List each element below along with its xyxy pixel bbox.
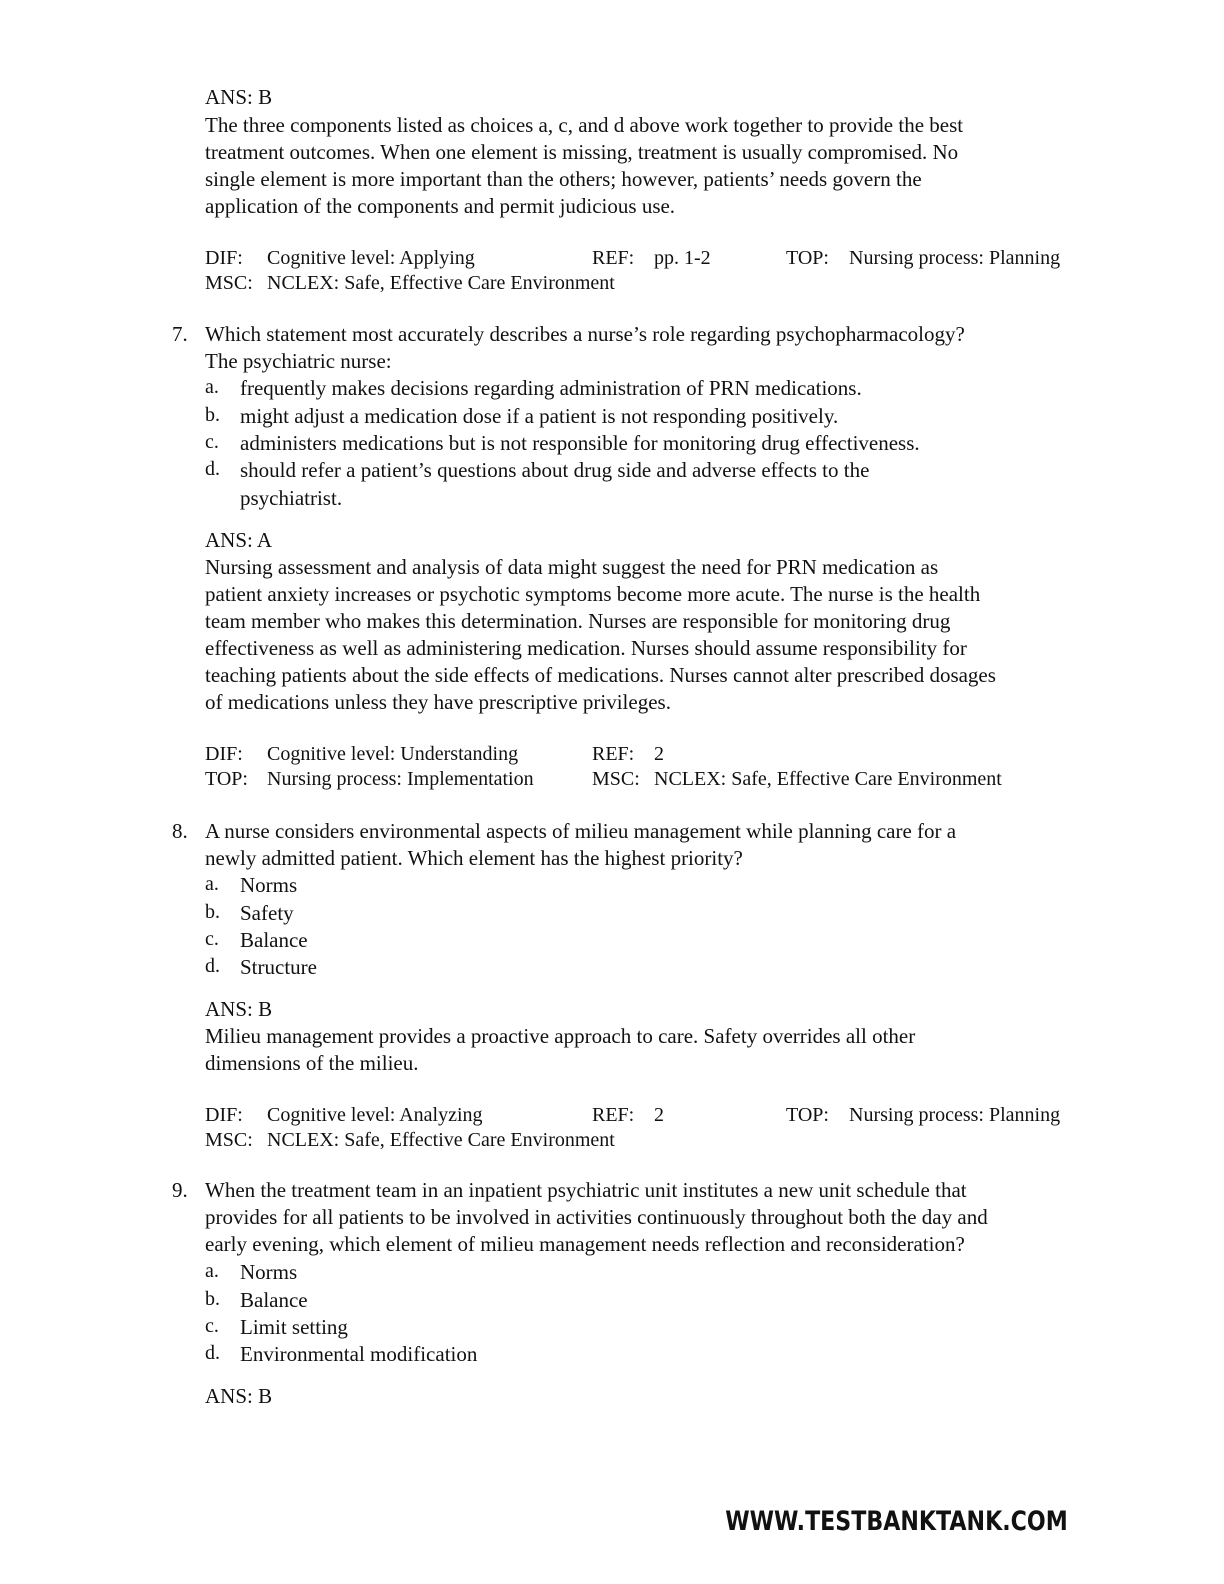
q6-rationale-line: treatment outcomes. When one element is missing, treatment is usually compromised. No xyxy=(205,140,959,164)
q8-number: 8. xyxy=(172,819,188,843)
q8-option-letter: b. xyxy=(205,901,220,923)
q9-stem-line: early evening, which element of milieu management needs reflection and reconsideration? xyxy=(205,1232,965,1256)
q6-answer: ANS: B xyxy=(205,85,273,109)
q7-rationale-line: of medications unless they have prescriptive privileges. xyxy=(205,690,671,714)
q8-option-letter: d. xyxy=(205,955,220,977)
q6-rationale-line: application of the components and permit judicious use. xyxy=(205,194,676,218)
q7-option-letter: c. xyxy=(205,431,219,453)
q8-option-letter: c. xyxy=(205,928,219,950)
q7-option-text: might adjust a medication dose if a patient is not responding positively. xyxy=(240,404,839,428)
q7-option-letter: d. xyxy=(205,458,220,480)
q6-ref-value: pp. 1-2 xyxy=(654,247,711,269)
q6-top-value: Nursing process: Planning xyxy=(849,247,1061,269)
q8-stem-line: A nurse considers environmental aspects of milieu management while planning care for a xyxy=(205,819,957,843)
q8-top-value: Nursing process: Planning xyxy=(849,1104,1061,1126)
q9-option-text: Environmental modification xyxy=(240,1342,478,1366)
q8-top-label: TOP: xyxy=(786,1104,829,1126)
q7-ref-label: REF: xyxy=(592,743,635,765)
q7-top-value: Nursing process: Implementation xyxy=(267,768,534,790)
q9-stem-line: When the treatment team in an inpatient psychiatric unit institutes a new unit schedule that xyxy=(205,1178,967,1202)
q7-option-text: frequently makes decisions regarding administration of PRN medications. xyxy=(240,376,862,400)
watermark-text: WWW.TESTBANKTANK.COM xyxy=(725,1506,1068,1537)
q6-ref-label: REF: xyxy=(592,247,635,269)
q7-rationale-line: teaching patients about the side effects of medications. Nurses cannot alter prescribed dosages xyxy=(205,663,996,687)
q8-option-text: Structure xyxy=(240,955,317,979)
q7-option-text: psychiatrist. xyxy=(240,486,343,510)
q6-msc-label: MSC: xyxy=(205,272,253,294)
q8-dif-value: Cognitive level: Analyzing xyxy=(267,1104,483,1126)
q6-rationale-line: single element is more important than the others; however, patients’ needs govern the xyxy=(205,167,922,191)
q7-option-text: administers medications but is not responsible for monitoring drug effectiveness. xyxy=(240,431,920,455)
q7-number: 7. xyxy=(172,322,188,346)
q9-stem-line: provides for all patients to be involved in activities continuously throughout both the day and xyxy=(205,1205,988,1229)
q7-option-letter: b. xyxy=(205,404,220,426)
q8-msc-value: NCLEX: Safe, Effective Care Environment xyxy=(267,1129,615,1151)
q6-msc-value: NCLEX: Safe, Effective Care Environment xyxy=(267,272,615,294)
q9-option-text: Limit setting xyxy=(240,1315,348,1339)
q8-msc-label: MSC: xyxy=(205,1129,253,1151)
q9-number: 9. xyxy=(172,1178,188,1202)
q7-answer: ANS: A xyxy=(205,528,273,552)
q7-stem-line: The psychiatric nurse: xyxy=(205,349,392,373)
q8-answer: ANS: B xyxy=(205,997,273,1021)
q9-option-text: Balance xyxy=(240,1288,308,1312)
q7-ref-value: 2 xyxy=(654,743,664,765)
q8-dif-label: DIF: xyxy=(205,1104,243,1126)
q8-rationale-line: Milieu management provides a proactive approach to care. Safety overrides all other xyxy=(205,1024,916,1048)
q6-dif-label: DIF: xyxy=(205,247,243,269)
q7-dif-label: DIF: xyxy=(205,743,243,765)
q7-rationale-line: Nursing assessment and analysis of data might suggest the need for PRN medication as xyxy=(205,555,939,579)
q9-option-letter: b. xyxy=(205,1288,220,1310)
q7-rationale-line: team member who makes this determination. Nurses are responsible for monitoring drug xyxy=(205,609,951,633)
q7-rationale-line: effectiveness as well as administering medication. Nurses should assume responsibility for xyxy=(205,636,967,660)
q7-dif-value: Cognitive level: Understanding xyxy=(267,743,519,765)
q7-stem-line: Which statement most accurately describes a nurse’s role regarding psychopharmacology? xyxy=(205,322,965,346)
q8-stem-line: newly admitted patient. Which element has the highest priority? xyxy=(205,846,743,870)
q8-ref-label: REF: xyxy=(592,1104,635,1126)
q9-option-letter: a. xyxy=(205,1260,219,1282)
q7-rationale-line: patient anxiety increases or psychotic symptoms become more acute. The nurse is the health xyxy=(205,582,981,606)
q7-msc-value: NCLEX: Safe, Effective Care Environment xyxy=(654,768,1002,790)
q7-option-letter: a. xyxy=(205,376,219,398)
q9-option-letter: c. xyxy=(205,1315,219,1337)
q9-answer: ANS: B xyxy=(205,1384,273,1408)
q8-rationale-line: dimensions of the milieu. xyxy=(205,1051,419,1075)
q9-option-letter: d. xyxy=(205,1342,220,1364)
q8-ref-value: 2 xyxy=(654,1104,664,1126)
q6-top-label: TOP: xyxy=(786,247,829,269)
q7-option-text: should refer a patient’s questions about drug side and adverse effects to the xyxy=(240,458,870,482)
q7-msc-label: MSC: xyxy=(592,768,640,790)
q7-top-label: TOP: xyxy=(205,768,248,790)
q6-rationale-line: The three components listed as choices a, c, and d above work together to provide the best xyxy=(205,113,964,137)
q8-option-letter: a. xyxy=(205,873,219,895)
q6-dif-value: Cognitive level: Applying xyxy=(267,247,475,269)
q8-option-text: Norms xyxy=(240,873,298,897)
q9-option-text: Norms xyxy=(240,1260,298,1284)
q8-option-text: Balance xyxy=(240,928,308,952)
q8-option-text: Safety xyxy=(240,901,294,925)
